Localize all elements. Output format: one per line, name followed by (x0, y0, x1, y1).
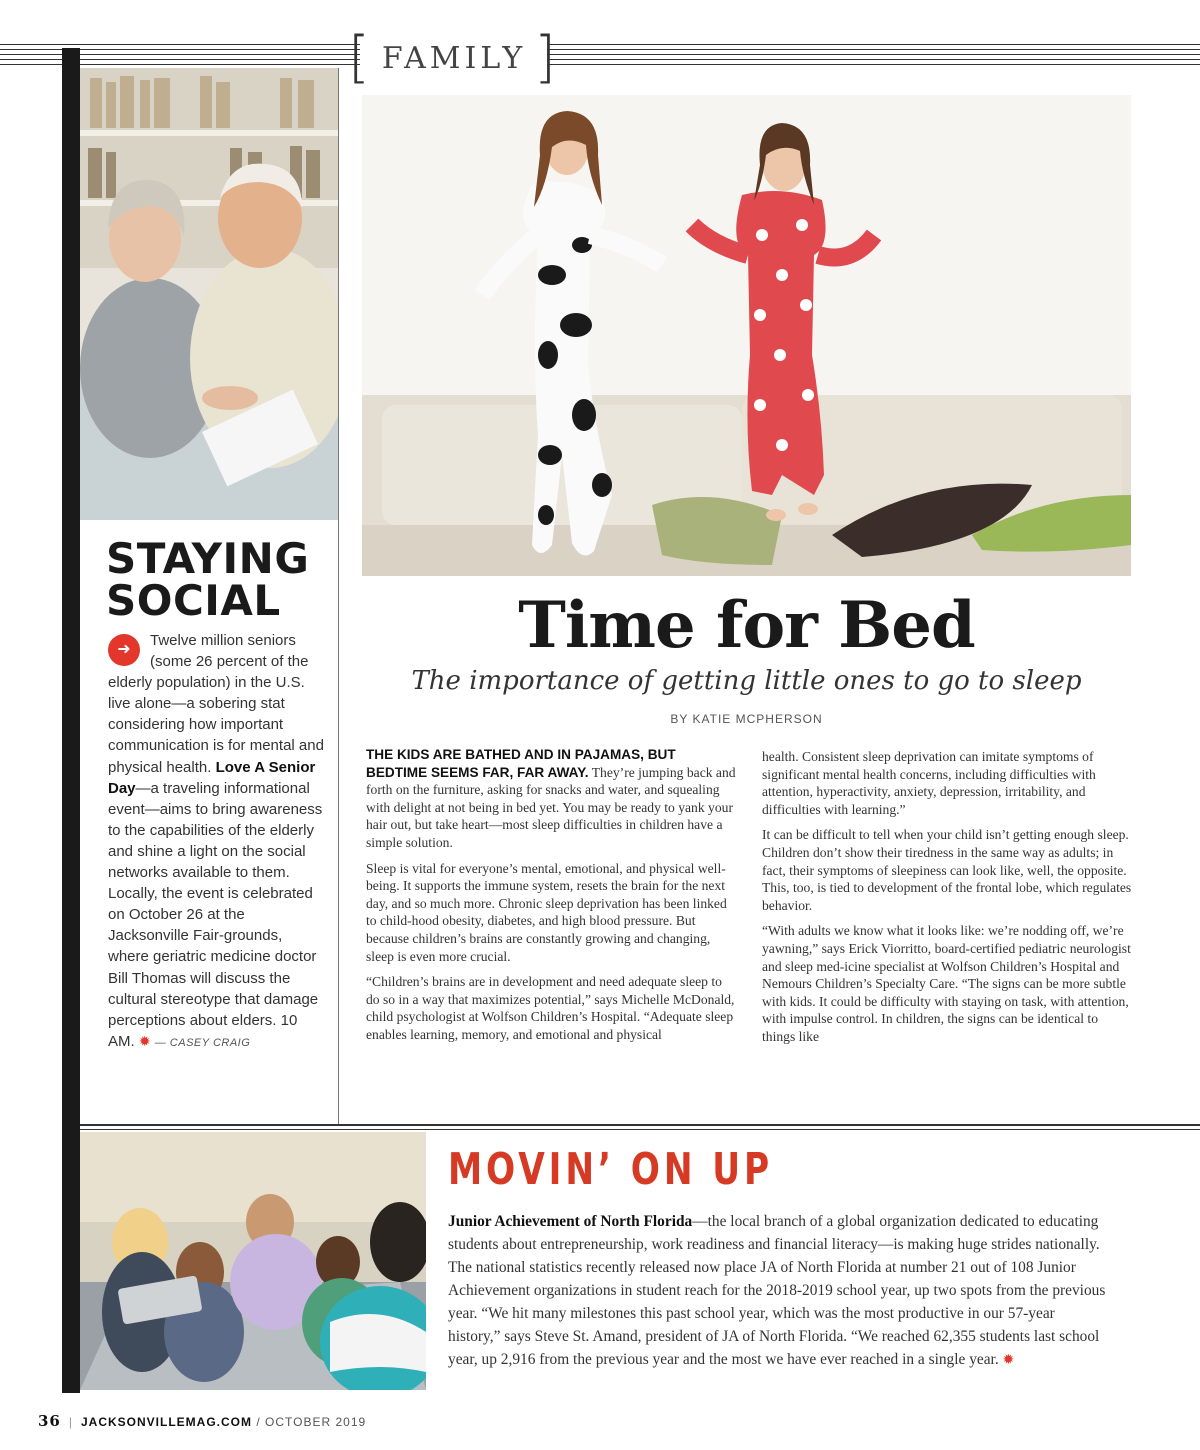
sidebar-body (108, 630, 324, 1054)
footer-divider: | (68, 1415, 73, 1429)
page-footer (38, 1412, 366, 1430)
paragraph-2: Sleep is vital for everyone’s mental, emotional, and physical well-being. It supports the immune system, resets the brain for the next day, and so much more. Chronic sleep deprivation has been linked to child-hood obesity, diabetes, and high blood pressure. But because children’s brains are constantly growing and changing, sleep is even more crucial. (366, 860, 727, 964)
sidebar-title-line1: STAYING (106, 534, 310, 583)
seniors-photo (80, 68, 338, 520)
header-rule-right (548, 44, 1200, 70)
section-label: FAMILY (381, 40, 527, 76)
sidebar-title (106, 534, 336, 625)
paragraph-3: “Children’s brains are in development and need adequate sleep to do so in a way that maximizes potential,” says Michelle McDonald, child psychologist at Wolfson Children’s Hospital. “Adequate sleep enables learning, memory, and emotional and physical (366, 974, 735, 1042)
paragraph-6: “With adults we know what it looks like: we’re nodding off, we’re yawning,” says Erick Viorritto, board-certified pediatric neurologist and sleep med-icine specialist at Wolfson Children’s Hospital and Nemours Children’s Specialty Care. “The signs can be more subtle with kids. It could be difficulty with staying on task, with attention, with impulse control. In children, the signs can be identical to things like (762, 923, 1131, 1044)
paragraph-1 (366, 746, 736, 852)
kids-jumping-photo (362, 95, 1131, 576)
article-column-2 (762, 748, 1134, 1054)
bottom-rule-thin (80, 1129, 1200, 1130)
left-accent-bar (62, 48, 80, 1393)
movin-org: Junior Achievement of North Florida (448, 1213, 693, 1230)
footer-issue: / OCTOBER 2019 (256, 1415, 367, 1429)
asterisk-icon: ✹ (138, 1032, 151, 1049)
article-column-1 (366, 746, 736, 1052)
footer-site: JACKSONVILLEMAG.COM (81, 1415, 253, 1429)
bracket-right-icon: ] (534, 25, 560, 90)
sidebar-title-line2: SOCIAL (106, 576, 281, 625)
lead-in: THE KIDS ARE BATHED AND IN PAJAMAS, BUT BEDTIME SEEMS FAR, FAR AWAY. (366, 747, 676, 780)
article-byline: BY KATIE MCPHERSON (670, 712, 823, 726)
header-rule-left (0, 44, 360, 70)
movin-text: —the local branch of a global organization dedicated to educating students about entrepreneurship, work readiness and financial literacy—is making huge strides nationally. The national statistics recently released now place JA of North Florida at number 21 out of 108 Junior Achievement organizations in student reach for the 2018-2019 school year, up two spots from the previous year. “We hit many milestones this past school year, which was the most productive in our 57-year history,” says Steve St. Amand, president of JA of North Florida. “We reached 62,355 students last school year, up 2,916 from the previous year and the most we have ever reached in a single year. (448, 1213, 1106, 1368)
bottom-rule-thick (80, 1124, 1200, 1126)
arrow-right-icon: ➜ (108, 634, 140, 666)
article-dek: The importance of getting little ones to go to sleep (411, 666, 1082, 696)
article-headline: Time for Bed (518, 588, 975, 663)
sidebar-divider (338, 68, 339, 1126)
sidebar-credit: — CASEY CRAIG (154, 1036, 251, 1049)
sidebar-event-name: Love A Senior Day (108, 758, 316, 797)
movin-title: MOVIN’ ON UP (448, 1144, 774, 1195)
paragraph-5: It can be difficult to tell when your child isn’t getting enough sleep. Children don’t show their tiredness in the same way as adults; in fact, their symptoms of sleepiness can look like, well, the opposite. This, too, is tied to development of the frontal lobe, which regulates behavior. (762, 827, 1132, 913)
asterisk-icon: ✹ (1002, 1353, 1015, 1368)
bracket-left-icon: [ (348, 25, 374, 90)
sidebar-intro: Twelve million seniors (some 26 percent of the elderly population) in the U.S. live alone—a sobering stat considering how important communication is for mental and physical health. (108, 632, 324, 776)
section-tag (348, 25, 560, 90)
paragraph-1-text: They’re jumping back and forth on the furniture, asking for snacks and water, and squealing with delight at not being in bed yet. You may be ready to yank your hair out, but take heart—most sleep difficulties in children have a simple solution. (366, 764, 736, 850)
page-number: 36 (38, 1412, 61, 1430)
movin-body (448, 1210, 1108, 1372)
paragraph-4: health. Consistent sleep deprivation can imitate symptoms of significant mental health concerns, including difficulties with attention, hyperactivity, anxiety, depression, irritability, and difficulties with learning.” (762, 749, 1096, 817)
students-photo (80, 1132, 426, 1390)
sidebar-text-rest: —a traveling informational event—aims to bring awareness to the capabilities of the elderly and shine a light on the social networks available to them. Locally, the event is celebrated on October 26 at the Jacksonville Fair-grounds, where geriatric medicine doctor Bill Thomas will discuss the cultural stereotype that damage perceptions about elders. 10 AM. (108, 779, 323, 1050)
